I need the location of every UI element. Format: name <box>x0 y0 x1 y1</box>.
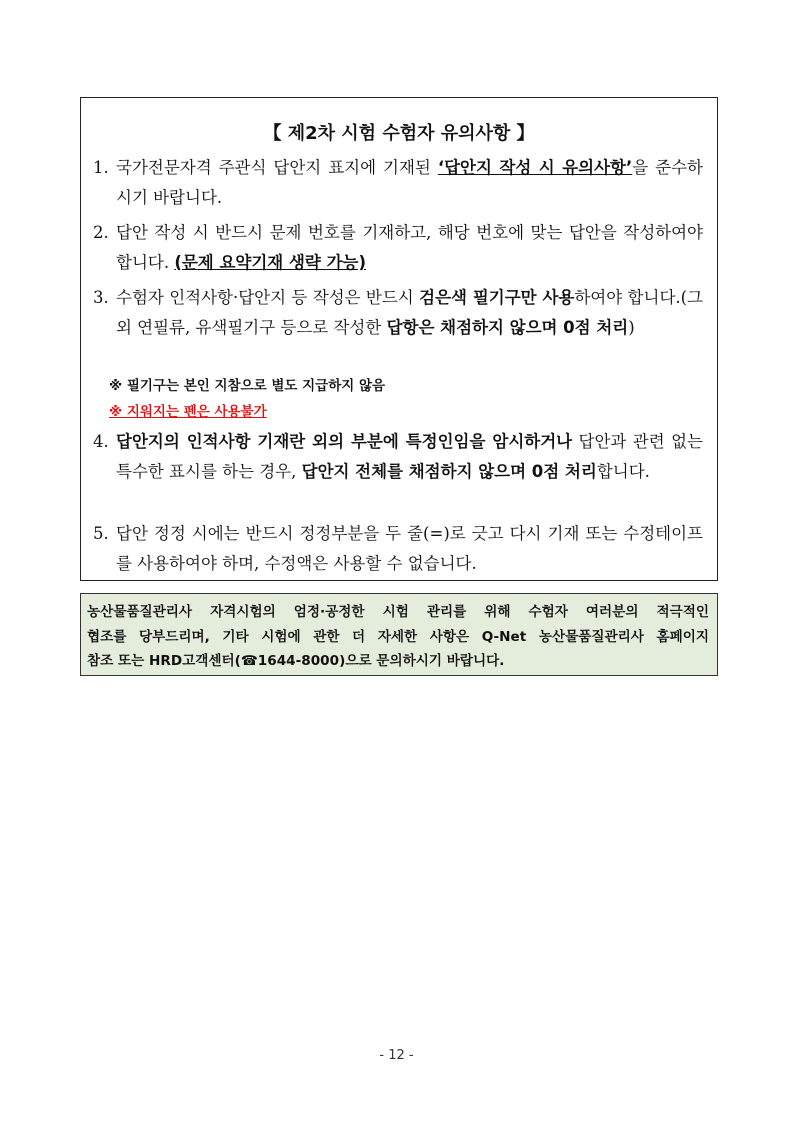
emphasis-text: ‘답안지 작성 시 유의사항’ <box>437 158 633 177</box>
item-text: 답안 정정 시에는 반드시 정정부분을 두 줄(=)로 긋고 다시 기재 또는 수정테이프를 사용하여야 하며, 수정액은 사용할 수 없습니다. <box>116 524 703 573</box>
note-erasable-pen: ※ 지워지는 펜은 사용불가 <box>109 404 267 420</box>
emphasis-text: 검은색 필기구만 사용 <box>419 288 575 307</box>
item-text: 답안지의 인적사항 기재란 외의 부분에 특정인임을 암시하거나 답안과 관련 없는 특수한 표시를 하는 경우, 답안지 전체를 채점하지 않으며 0점 처리합니다. <box>116 432 703 481</box>
item-number: 2. <box>93 223 109 242</box>
item-number: 4. <box>93 432 109 451</box>
item-text: 수험자 인적사항·답안지 등 작성은 반드시 검은색 필기구만 사용하여야 합니다.(그 외 연필류, 유색필기구 등으로 작성한 답항은 채점하지 않으며 0점 처리) <box>116 288 703 337</box>
emphasis-text: 답안지 전체를 채점하지 않으며 0점 처리 <box>301 462 597 481</box>
item-number: 5. <box>93 524 109 543</box>
footer-line-1: 농산물품질관리사 자격시험의 엄정·공정한 시험 관리를 위해 수험자 여러분의 적극적인 <box>87 604 709 620</box>
footer-line-2: 협조를 당부드리며, 기타 시험에 관한 더 자세한 사항은 Q-Net 농산물품질관리사 홈페이지 <box>87 628 709 645</box>
item-number: 1. <box>93 158 109 177</box>
notice-item-1 <box>93 153 703 213</box>
notice-item-3 <box>93 283 703 343</box>
cooperation-request-box <box>80 593 718 676</box>
notice-item-5 <box>93 519 703 579</box>
page-number: - 12 - <box>379 1048 414 1063</box>
item-number: 3. <box>93 288 109 307</box>
item-text: 국가전문자격 주관식 답안지 표지에 기재된 ‘답안지 작성 시 유의사항’을 준수하시기 바랍니다. <box>116 158 703 207</box>
footer-line-3: 참조 또는 HRD고객센터(☎1644-8000)으로 문의하시기 바랍니다. <box>87 653 505 669</box>
item-text: 답안 작성 시 반드시 문제 번호를 기재하고, 해당 번호에 맞는 답안을 작성하여야 합니다. (문제 요약기재 생략 가능) <box>116 223 703 272</box>
emphasis-text: 답안지의 인적사항 기재란 외의 부분에 특정인임을 암시하거나 <box>116 432 573 451</box>
exam-notice-box <box>80 97 718 581</box>
notice-title: 【 제2차 시험 수험자 유의사항 】 <box>263 123 535 144</box>
emphasis-text: (문제 요약기재 생략 가능) <box>174 253 367 272</box>
note-pen-supply: ※ 필기구는 본인 지참으로 별도 지급하지 않음 <box>109 378 386 394</box>
emphasis-text: 답항은 채점하지 않으며 0점 처리 <box>386 318 629 337</box>
notice-item-2 <box>93 218 703 278</box>
notice-item-4 <box>93 427 703 487</box>
